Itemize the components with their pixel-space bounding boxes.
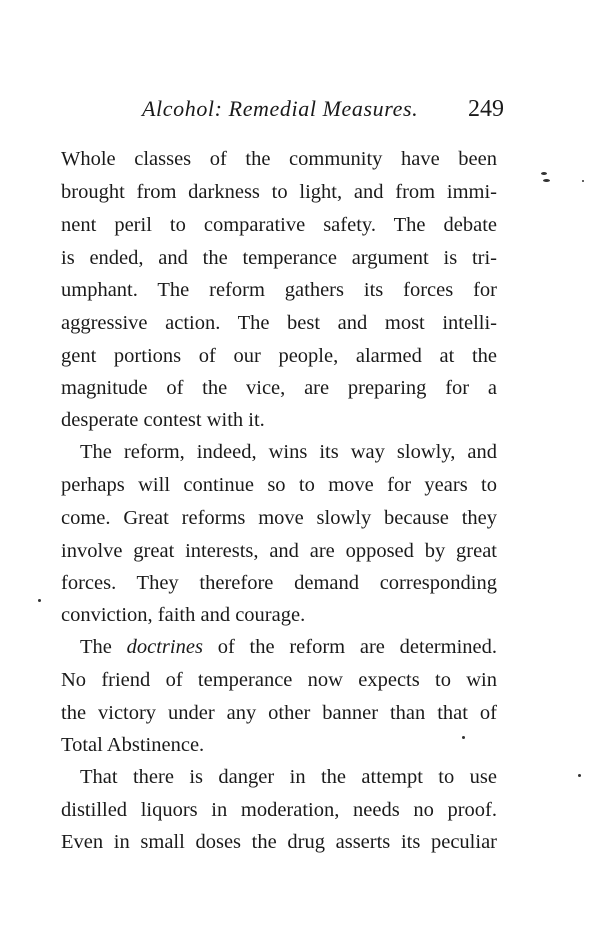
text-run: of the reform are determined.	[202, 636, 497, 658]
scan-speck	[541, 172, 547, 175]
text-line: conviction, faith and courage.	[61, 604, 306, 626]
scan-speck	[38, 599, 41, 602]
paragraph-first-line	[80, 631, 497, 663]
text-line: umphant. The reform gathers its forces for	[61, 279, 497, 301]
running-head: Alcohol: Remedial Measures.	[142, 96, 419, 121]
text-line: is ended, and the temperance argument is tri-	[61, 247, 497, 269]
text-line: desperate contest with it.	[61, 409, 265, 431]
text-line: Whole classes of the community have been	[61, 148, 497, 170]
text-line: involve great interests, and are opposed by great	[61, 540, 497, 562]
text-line: perhaps will continue so to move for years to	[61, 474, 497, 496]
scan-speck	[578, 774, 581, 777]
page-number: 249	[468, 96, 504, 122]
scan-speck	[543, 179, 550, 182]
paragraph-first-line: That there is danger in the attempt to use	[80, 766, 497, 788]
text-line: No friend of temperance now expects to win	[61, 669, 497, 691]
text-line: the victory under any other banner than that of	[61, 702, 497, 724]
text-line: Total Abstinence.	[61, 734, 205, 756]
text-line: aggressive action. The best and most intelli-	[61, 312, 497, 334]
text-line: gent portions of our people, alarmed at the	[61, 345, 497, 367]
text-line: distilled liquors in moderation, needs no proof.	[61, 799, 497, 821]
text-line: nent peril to comparative safety. The debate	[61, 214, 497, 236]
text-line: magnitude of the vice, are preparing for a	[61, 377, 497, 399]
scan-speck	[582, 180, 584, 182]
text-line: brought from darkness to light, and from immi-	[61, 181, 497, 203]
scan-speck	[462, 736, 465, 739]
paragraph-first-line: The reform, indeed, wins its way slowly, and	[80, 441, 497, 463]
text-run: The	[80, 636, 127, 658]
text-line: Even in small doses the drug asserts its peculiar	[61, 831, 497, 853]
italic-term: doctrines	[126, 636, 203, 658]
text-line: come. Great reforms move slowly because they	[61, 507, 497, 529]
text-line: forces. They therefore demand corresponding	[61, 572, 497, 594]
